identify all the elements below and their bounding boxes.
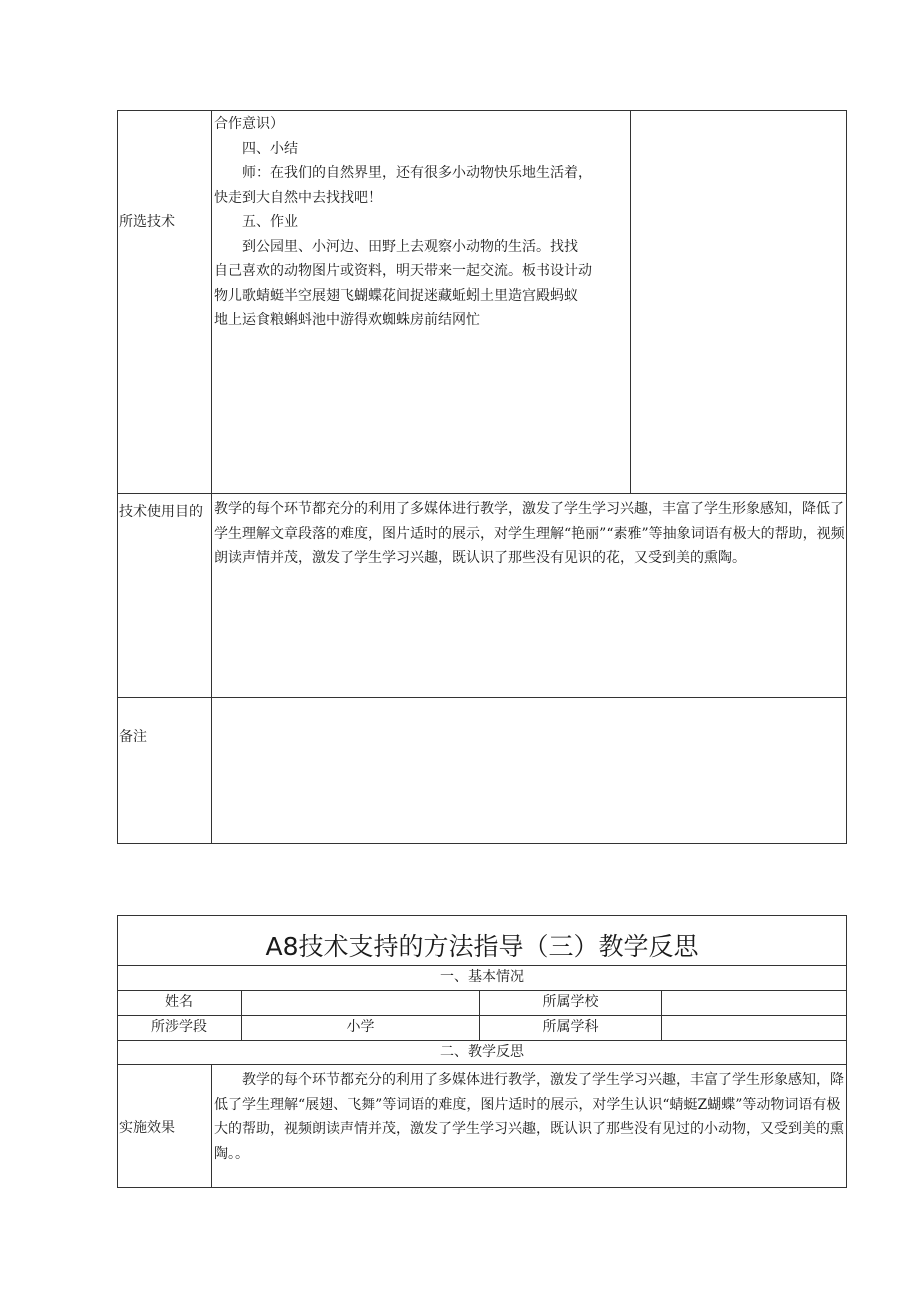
tech-line: 物儿歌蜻蜓半空展翅飞蝴蝶花间捉迷藏蚯蚓土里造宫殿蚂蚁 [214,287,578,304]
tech-line: 到公园里、小河边、田野上去观察小动物的生活。找找 [242,238,578,255]
purpose-text: 教学的每个环节都充分的利用了多媒体进行教学，激发了学生学习兴趣，丰富了学生形象感知，降低了学生理解文章段落的难度，图片适时的展示，对学生理解“艳丽”“素雅”等抽象词语有极大的帮助，视频朗读声情并茂，激发了学生学习兴趣，既认识了那些没有见识的花，又受到美的熏陶。 [214,501,845,566]
table2-row-divider [117,1015,847,1016]
tech-line: 五、作业 [242,214,298,230]
subject-label: 所属学科 [542,1019,599,1035]
tech-line: 师：在我们的自然界里，还有很多小动物快乐地生活着， [242,165,592,181]
school-label: 所属学校 [542,994,599,1010]
table2-row-divider [117,990,847,991]
name-label: 姓名 [165,994,193,1010]
reflection-title: A8技术支持的方法指导（三）教学反思 [265,932,699,961]
table2-label-divider [211,1064,212,1188]
tech-line: 自己喜欢的动物图片或资料，明天带来一起交流。板书设计动 [214,263,592,279]
stage-value: 小学 [346,1019,375,1035]
table2-col-divider [661,990,662,1040]
tech-content [214,112,628,333]
section-reflection: 二、教学反思 [440,1044,524,1060]
tech-line: 快走到大自然中去找找吧！ [214,189,382,206]
table1-row-divider [117,493,847,494]
tech-line: 四、小结 [242,140,298,157]
tech-line: 合作意识） [214,116,284,132]
tech-label: 所选技术 [119,214,175,230]
table1-label-divider [211,110,212,844]
table2-row-divider [117,1040,847,1041]
tech-line: 地上运食粮蝌蚪池中游得欢蜘蛛房前结网忙 [214,312,480,328]
table1-row-divider [117,697,847,698]
table2-row-divider [117,1064,847,1065]
stage-label: 所涉学段 [151,1019,207,1035]
purpose-label: 技术使用目的 [119,504,203,520]
table2-row-divider [117,965,847,966]
effect-text: 教学的每个环节都充分的利用了多媒体进行教学，激发了学生学习兴趣，丰富了学生形象感知，降低了学生理解“展翅、飞舞”等词语的难度，图片适时的展示，对学生认识“蜻蜓Z蝴蝶”等动物词语有极大的帮助，视频朗读声情并茂，激发了学生学习兴趣，既认识了那些没有见过的小动物，又受到美的熏陶。。 [214,1072,844,1162]
effect-label: 实施效果 [119,1120,175,1136]
notes-label: 备注 [119,729,147,745]
table1-right-divider [630,110,631,493]
section-basic-info: 一、基本情况 [440,969,524,985]
